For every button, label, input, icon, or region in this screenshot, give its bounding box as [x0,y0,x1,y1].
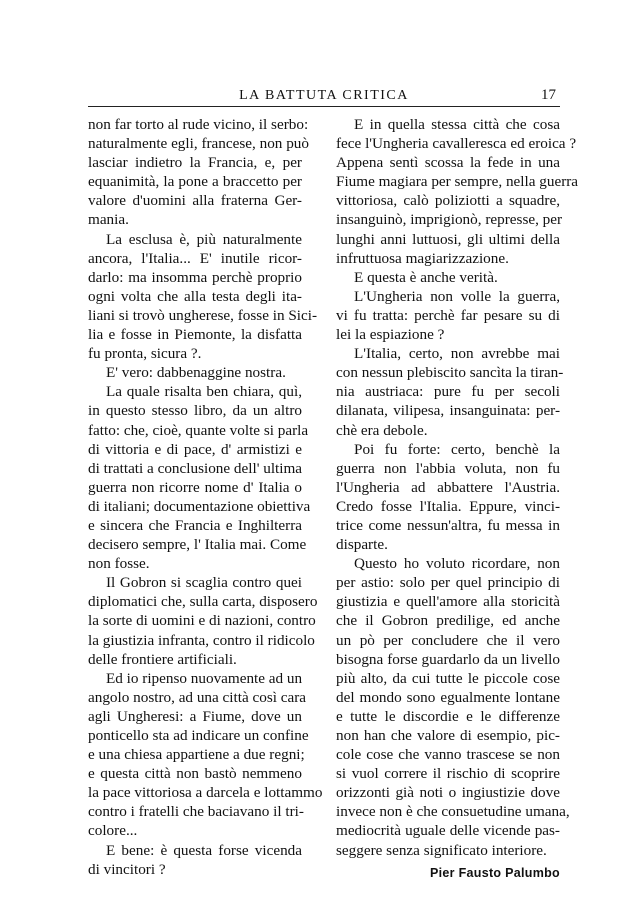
text-line: seggere senza significato interiore. [336,841,547,859]
text-line: e sincera che Francia e Inghilterra [88,516,302,534]
text-line: lia e fosse in Piemonte, la disfatta [88,326,302,344]
text-line: Ed io ripenso nuovamente ad un [106,669,303,687]
text-line: contro i fratelli che baciavano il tri- [88,803,304,821]
text-line: ponticello sta ad indicare un confine [88,727,309,744]
right-column [336,115,579,883]
text-line: lasciar indietro la Francia, e, per [88,154,302,172]
text-line: La quale risalta ben chiara, quì, [106,383,302,401]
text-line: per astio: solo per quel principio di [336,574,560,592]
text-line: invece non è che consuetudine umana, [336,803,570,821]
text-line: fece l'Ungheria cavalleresca ed eroica ? [336,135,577,153]
text-line: un pò per concludere che il vero [336,631,560,649]
text-line: cole cose che vanno trascese se non [336,746,560,764]
text-line: naturalmente egli, francese, non può [88,135,309,153]
text-line: fatto: che, cioè, quante volte si parla [88,421,309,439]
text-line: E questa è anche verità. [354,268,498,286]
text-line: Questo ho voluto ricordare, non [354,555,560,573]
text-line: lunghi anni luttuosi, gli ultimi della [336,230,560,248]
page-number: 17 [541,87,556,103]
text-line: di trattati a conclusione dell' ultima [88,459,303,477]
text-line: con nessun plebiscito sancìta la tiran- [336,364,564,382]
text-line: E' vero: dabbenaggine nostra. [106,364,286,382]
text-line: e una chiesa appartiene a due regni; [88,746,305,764]
text-line: la pace vittoriosa a darcela e lottammo [88,784,323,802]
text-line: Poi fu forte: certo, benchè la [354,440,560,458]
text-line: liani si trovò ungherese, fosse in Sici- [88,306,318,324]
text-line: trice come nessun'altra, fu messa in [336,516,560,534]
text-line: insanguinò, imprigionò, represse, per [336,211,563,229]
text-line: agli Ungheresi: a Fiume, dove un [88,707,302,725]
text-line: Appena sentì scossa la fede in una [336,154,560,172]
text-line: di vittoria e di pace, d' armistizi e [88,440,302,458]
text-line: orizzonti già noti o ingiustizie dove [336,784,560,802]
text-line: valore d'uomini alla fraterna Ger- [88,192,302,210]
author-signature: Pier Fausto Palumbo [429,865,560,880]
text-line: non han che valore di esempio, pic- [336,727,560,744]
text-line: diplomatici che, sulla carta, disposero [88,593,318,611]
text-line: colore... [88,822,138,840]
text-line: delle frontiere artificiali. [88,650,237,668]
text-line: E bene: è questa forse vicenda [106,841,302,859]
text-line: in questo stesso libro, da un altro [88,402,302,420]
left-column [88,115,323,879]
text-line: si vuol correre il rischio di scoprire [336,765,560,783]
text-line: decisero sempre, l' Italia mai. Come [88,536,307,554]
text-line: mediocrità uguale delle vicende pas- [336,822,560,840]
text-line: fu pronta, sicura ?. [88,345,202,363]
text-line: chè era debole. [336,421,428,439]
header-rule [88,106,560,107]
text-line: E in quella stessa città che cosa [354,116,560,133]
text-line: l'Ungheria ad abbattere l'Austria. [336,478,560,496]
text-line: vittoriosa, calò poliziotti a squadre, [336,192,560,210]
text-line: mania. [88,211,129,229]
text-line: la giustizia infranta, contro il ridicolo [88,631,315,649]
text-line: vi fu tratta: perchè far pesare su di [336,306,560,324]
text-line: bisogna forse guardarlo da un livello [336,650,560,668]
text-line: equanimità, la pone a braccetto per [88,173,302,191]
text-line: non far torto al rude vicino, il serbo: [88,116,309,133]
text-line: giustizia e quell'amore alla storicità [336,593,560,611]
text-line: guerra non l'abbia voluta, non fu [336,459,560,477]
text-line: e tutte le discordie e le differenze [336,707,560,725]
text-line: La esclusa è, più naturalmente [106,230,302,248]
text-line: disparte. [336,536,388,554]
text-line: ancora, l'Italia... E' inutile ricor- [88,249,302,267]
text-line: del mondo sono egualmente lontane [336,688,560,706]
text-line: infruttuosa magiarizzazione. [336,249,509,267]
text-line: darlo: ma insomma perchè proprio [88,268,302,286]
text-line: non fosse. [88,555,150,573]
text-line: guerra non ricorre nome d' Italia o [88,478,302,496]
text-line: nia austriaca: pure fu per secoli [336,383,560,401]
text-line: L'Ungheria non volle la guerra, [354,287,560,305]
text-line: di vincitori ? [88,860,166,878]
text-line: di italiani; documentazione obiettiva [88,497,311,515]
text-line: lei la espiazione ? [336,326,445,344]
text-line: Il Gobron si scaglia contro quei [106,574,302,592]
text-line: angolo nostro, ad una città così cara [88,688,307,706]
text-line: e questa città non bastò nemmeno [88,765,302,783]
text-line: più alto, da cui tutte le piccole cose [336,669,560,687]
text-line: dilanata, vilipesa, insanguinata: per- [336,402,560,420]
text-line: Credo fosse l'Italia. Eppure, vinci- [336,497,560,515]
text-line: che il Gobron predilige, ed anche [336,612,560,630]
text-line: Fiume magiara per sempre, nella guerra [336,173,579,191]
text-line: L'Italia, certo, non avrebbe mai [354,345,560,363]
text-line: la sorte di uomini e di nazioni, contro [88,612,316,630]
running-title: LA BATTUTA CRITICA [239,88,409,103]
text-line: ogni volta che alla testa degli ita- [88,287,302,305]
